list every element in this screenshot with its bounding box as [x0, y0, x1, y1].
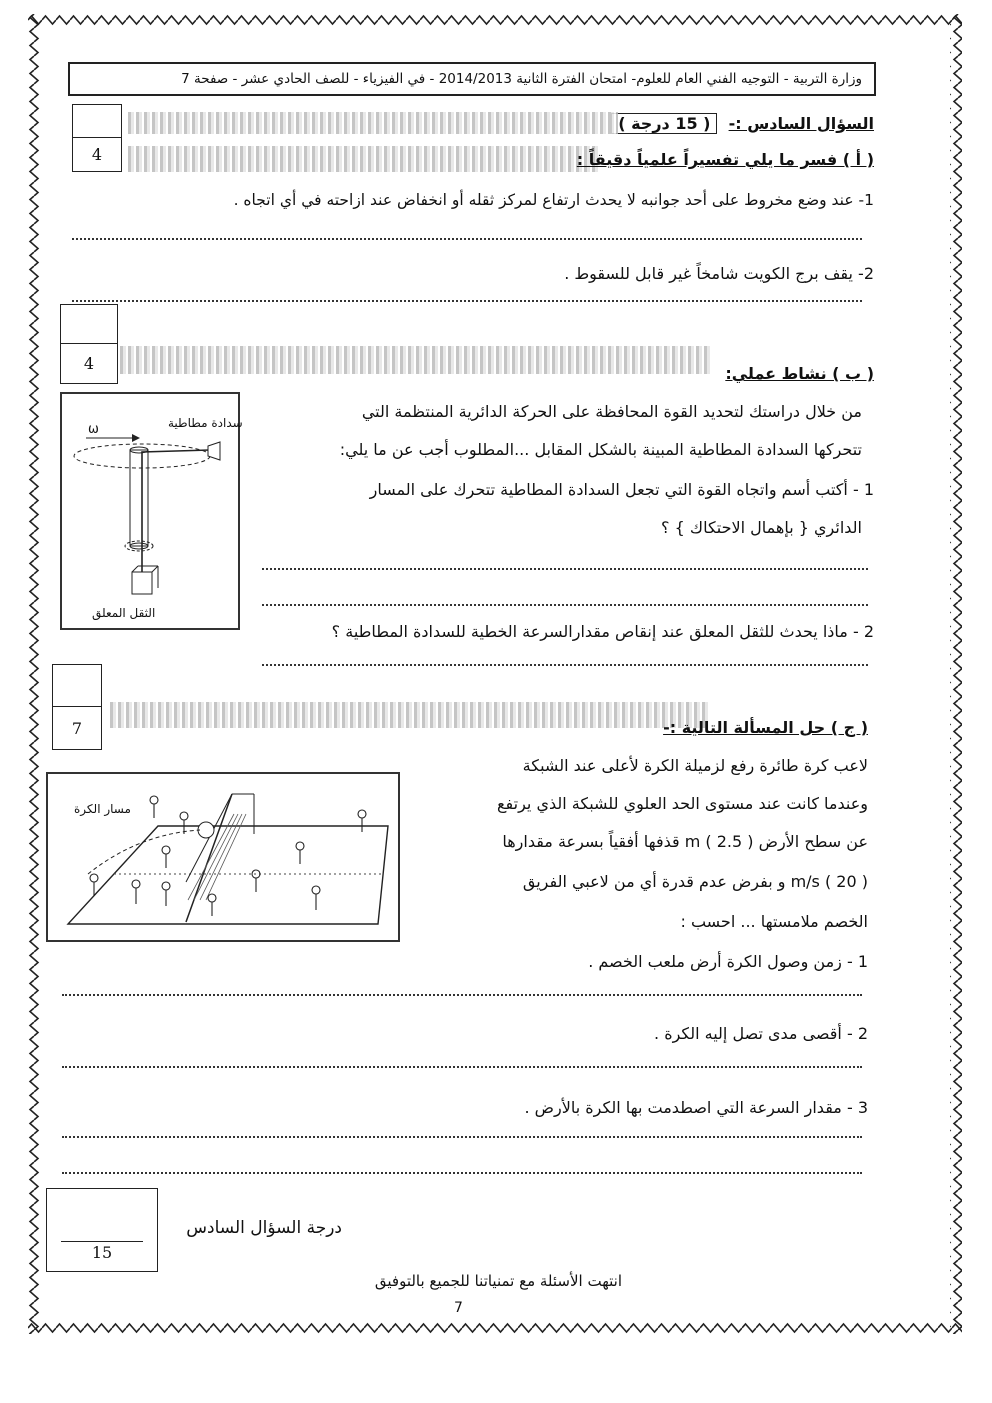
- part-c-title: ( ج ) حل المسألة التالية :-: [663, 718, 868, 737]
- volleyball-drawing: [48, 774, 398, 940]
- part-a-title: ( أ ) فسر ما يلي تفسيراً علمياً دقيقاً :: [576, 150, 874, 169]
- answer-line: [62, 1066, 862, 1068]
- score-box-part-a: [72, 104, 122, 172]
- part-b-intro-1: من خلال دراستك لتحديد القوة المحافظة على الحركة الدائرية المنتظمة التي: [361, 402, 862, 421]
- answer-line: [62, 1136, 862, 1138]
- faded-band: [110, 702, 710, 728]
- answer-line: [72, 300, 862, 302]
- part-c-line-3: عن سطح الأرض m ( 2.5 ) قذفها أفقياً بسرعة مقدارها: [502, 832, 868, 851]
- part-b-intro-2: تتحركها السدادة المطاطية المبينة بالشكل المقابل ...المطلوب أجب عن ما يلي:: [339, 440, 862, 459]
- part-c-item-3: 3 - مقدار السرعة التي اصطدمت بها الكرة بالأرض .: [524, 1098, 868, 1117]
- page-number: 7: [454, 1300, 463, 1316]
- part-c-item-2: 2 - أقصى مدى تصل إليه الكرة .: [654, 1024, 868, 1043]
- part-b-q2: 2 - ماذا يحدث للثقل المعلق عند إنقاص مقدارالسرعة الخطية للسدادة المطاطية ؟: [331, 622, 874, 641]
- volleyball-figure: [46, 772, 400, 942]
- answer-line: [62, 994, 862, 996]
- answer-line: [262, 664, 868, 666]
- weight-label: الثقل المعلق: [92, 606, 156, 620]
- question-title-row: [611, 114, 874, 133]
- part-a-item-2: 2- يقف برج الكويت شامخاً غير قابل للسقوط .: [564, 264, 874, 283]
- score-part-c: 7: [71, 718, 83, 738]
- question-marks: ( 15 درجة ): [611, 113, 717, 134]
- part-c-line-1: لاعب كرة طائرة رفع لزميلة الكرة لأعلى عند الشبكة: [522, 756, 868, 775]
- part-b-title: ( ب ) نشاط عملي:: [725, 364, 874, 383]
- answer-line: [62, 1172, 862, 1174]
- question-title: السؤال السادس :-: [728, 114, 874, 133]
- exam-header: [68, 62, 876, 96]
- score-box-part-b: [60, 304, 118, 384]
- part-b-q1-line2: الدائري { بإهمال الاحتكاك } ؟: [661, 518, 862, 537]
- answer-line: [262, 604, 868, 606]
- stopper-label: سدادة مطاطية: [168, 416, 243, 430]
- part-a-item-1: 1- عند وضع مخروط على أحد جوانبه لا يحدث ارتفاع لمركز ثقله أو انخفاض عند ازاحته في أي اتجاه .: [233, 191, 874, 209]
- faded-band: [120, 346, 710, 374]
- stopper-figure: [60, 392, 243, 630]
- score-part-b: 4: [83, 354, 95, 373]
- part-c-item-1: 1 - زمن وصول الكرة أرض ملعب الخصم .: [588, 952, 868, 971]
- omega-label: ω: [88, 422, 99, 437]
- header-text: وزارة التربية - التوجيه الفني العام للعلوم- امتحان الفترة الثانية 2014/2013 - في الفيزياء - للصف الحادي عشر - صفحة 7: [181, 71, 862, 87]
- total-score-box: [46, 1188, 158, 1272]
- score-part-a: 4: [91, 145, 103, 164]
- closing-text: انتهت الأسئلة مع تمنياتنا للجميع بالتوفيق: [374, 1272, 622, 1290]
- part-c-line-2: وعندما كانت عند مستوى الحد العلوي للشبكة الذي يرتفع: [497, 794, 868, 813]
- answer-line: [72, 238, 862, 240]
- faded-band: [128, 112, 618, 134]
- total-score-label: درجة السؤال السادس: [186, 1218, 342, 1238]
- ball-path-label: مسار الكرة: [74, 802, 131, 816]
- part-c-line-4: m/s ( 20 ) و بفرض عدم قدرة أي من لاعبي الفريق: [522, 872, 868, 891]
- faded-band: [128, 146, 598, 172]
- part-b-q1-line1: 1 - أكتب أسم واتجاه القوة التي تجعل السدادة المطاطية تتحرك على المسار: [369, 480, 874, 499]
- score-box-part-c: [52, 664, 102, 750]
- part-c-line-5: الخصم ملامستها ... احسب :: [680, 912, 868, 931]
- total-score-value: 15: [91, 1243, 113, 1262]
- answer-line: [262, 568, 868, 570]
